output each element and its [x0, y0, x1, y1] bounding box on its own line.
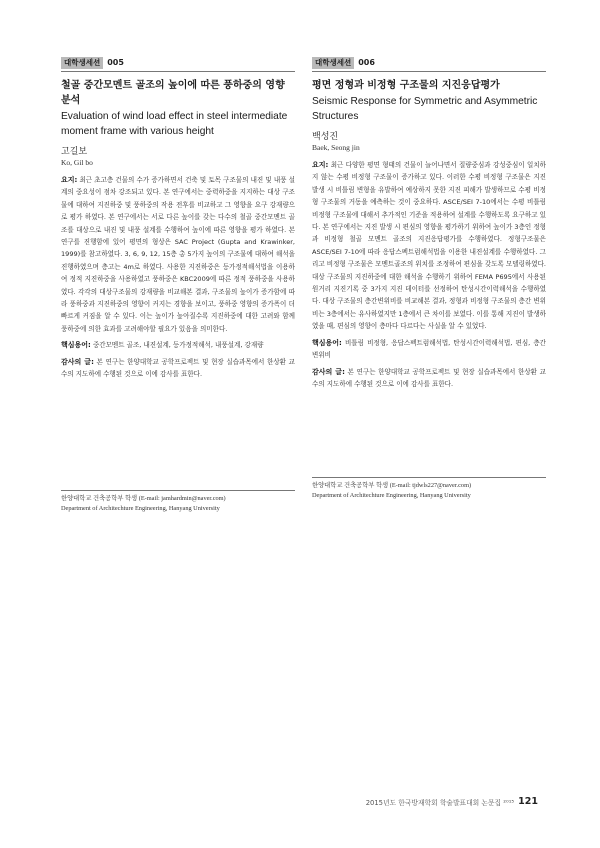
title-english: Seismic Response for Symmetric and Asymmetric Structures	[312, 96, 538, 122]
ack-text: 본 연구는 한양대학교 공학프로젝트 및 현장 실습과목에서 한상환 교수의 지도하에 수행된 것으로 이에 감사를 표한다.	[312, 367, 546, 388]
footnote-right	[312, 477, 546, 501]
abstract-label: 요지:	[312, 161, 329, 169]
keywords	[61, 339, 295, 351]
abstract-label: 요지:	[61, 176, 78, 184]
ack-label: 감사의 글:	[61, 357, 94, 366]
footnote-left	[61, 490, 295, 514]
keywords	[312, 337, 546, 362]
article-right	[312, 56, 546, 390]
article-left	[61, 56, 295, 381]
session-number: 005	[107, 58, 124, 67]
keywords-label: 핵심용어:	[61, 341, 91, 350]
keywords-text: 중간모멘트 골조, 내진설계, 등가정적해석, 내풍설계, 강재량	[92, 341, 264, 350]
author-english: Ko, Gil bo	[61, 158, 93, 167]
abstract	[61, 174, 295, 335]
session-header	[61, 56, 295, 72]
abstract-text: 최근 다양한 평면 형태의 건물이 늘어나면서 질량중심과 강성중심이 일치하지 않는 수평 비정형 구조물이 증가하고 있다. 이러한 수평 비정형 구조물은 지진 발생 시 비틀림 변형을 유발하여 예상하지 못한 지진 피해가 발생하므로 수평 비정형 구조물의 거동을 예측하는 것이 중요하다. ASCE/SEI 7-10에서는 수평 비틀림 비정형 구조물에 대해서 추가적인 기준을 적용하여 설계를 수행하도록 요구하고 있다. 본 연구에서는 지진 발생 시 편심의 영향을 평가하기 위하여 높이가 3층인 정형과 비정형 철골 모멘트 골조의 지진응답평가를 수행하였다. 정형구조물은 ASCE/SEI 7-10에 따라 응답스펙트럼해석법을 이용한 내진설계를 수행하였다. 그리고 비정형 구조물은 모멘트골조의 위치를 조정하여 편심을 갖도록 모델링하였다. 대상 구조물의 지진하중에 대한 해석을 수행하기 위하여 FEMA P695에서 사용된 원거리 지진기록 중 3가지 지진 데이터를 선정하여 탄성시간이력해석을 수행하였다. 대상 구조물의 층간변위비를 비교해본 결과, 정형과 비정형 구조물의 층간 변위비는 3층에서는 유사하였지만 1층에서 큰 차이를 보였다. 이를 통해 지진이 발생하였을 때, 편심의 영향이 층마다 다르다는 사실을 알 수 있었다.	[312, 161, 546, 331]
title-english: Evaluation of wind load effect in steel intermediate moment frame with various height	[61, 111, 288, 137]
journal-name: 2015년도 한국방재학회 학술발표대회 논문집 ²⁰¹⁵	[365, 798, 515, 807]
footnote-affiliation: 한양대학교 건축공학부 학생 (E-mail: jamhardmin@naver.com)	[61, 495, 226, 502]
ack-text: 본 연구는 한양대학교 공학프로젝트 및 현장 실습과목에서 한상환 교수의 지도하에 수행된 것으로 이에 감사를 표한다.	[61, 357, 295, 379]
title-korean: 철골 중간모멘트 골조의 높이에 따른 풍하중의 영향 분석	[61, 80, 285, 106]
author-english: Baek, Seong jin	[312, 143, 360, 152]
footnote-department: Department of Architechture Engineering, Hanyang University	[61, 505, 220, 512]
acknowledgement	[312, 366, 546, 391]
abstract-text: 최근 초고층 건물의 수가 증가하면서 건축 및 토목 구조물의 내진 및 내풍 설계의 중요성이 점차 강조되고 있다. 본 연구에서는 중력하중을 지지하는 대상 구조물에 대하여 지진하중 및 풍하중의 작용 전후를 비교하고 그 영향을 요구 강재량으로 평가 하였다. 본 연구에서는 서로 다른 높이를 갖는 다수의 철골 중간모멘트 골조를 대상으로 내진 및 내풍 설계를 수행하여 높이에 따른 영향을 평가 하였다. 본 연구를 진행함에 있어 평면의 형상은 SAC Project (Gupta and Krawinker, 1999)를 참고하였다. 3, 6, 9, 12, 15층 총 5가지 높이의 구조물에 대하여 해석을 진행하였으며 층고는 4m로 하였다. 사용한 지진하중은 등가정적해석법을 이용하여 정적 지진하중을 사용하였고 풍하중은 KBC2009에 따른 정적 풍하중을 사용하였다. 각각의 대상구조물의 강재량을 비교해본 결과, 구조물의 높이가 증가함에 따라 풍하중과 지진하중의 영향이 커지는 경향을 보이고, 풍하중 영향의 증가폭이 더 빠르게 커짐을 알 수 있다. 이는 높이가 높아질수록 지진하중에 대한 고려와 함께 풍하중에 의한 효과를 고려해야할 필요가 있음을 의미한다.	[61, 176, 295, 333]
keywords-text: 비틀림 비정형, 응답스펙트럼해석법, 탄성시간이력해석법, 편심, 층간변위비	[312, 338, 546, 360]
acknowledgement	[61, 356, 295, 381]
footnote-department: Department of Architechture Engineering, Hanyang University	[312, 492, 471, 499]
ack-label: 감사의 글:	[312, 367, 345, 376]
footnote-affiliation: 한양대학교 건축공학부 학생 (E-mail: tjdwls227@naver.com)	[312, 482, 472, 489]
page-number: 121	[518, 796, 538, 807]
keywords-label: 핵심용어:	[312, 338, 342, 347]
title-korean: 평면 정형과 비정형 구조물의 지진응답평가	[312, 80, 500, 91]
session-tag: 대학생세션	[312, 57, 354, 69]
session-number: 006	[358, 58, 375, 67]
session-tag: 대학생세션	[61, 57, 103, 69]
page-footer	[366, 796, 538, 807]
author-korean: 백성진	[312, 132, 339, 142]
abstract	[312, 159, 546, 333]
author-korean: 고길보	[61, 147, 88, 157]
session-header	[312, 56, 546, 72]
